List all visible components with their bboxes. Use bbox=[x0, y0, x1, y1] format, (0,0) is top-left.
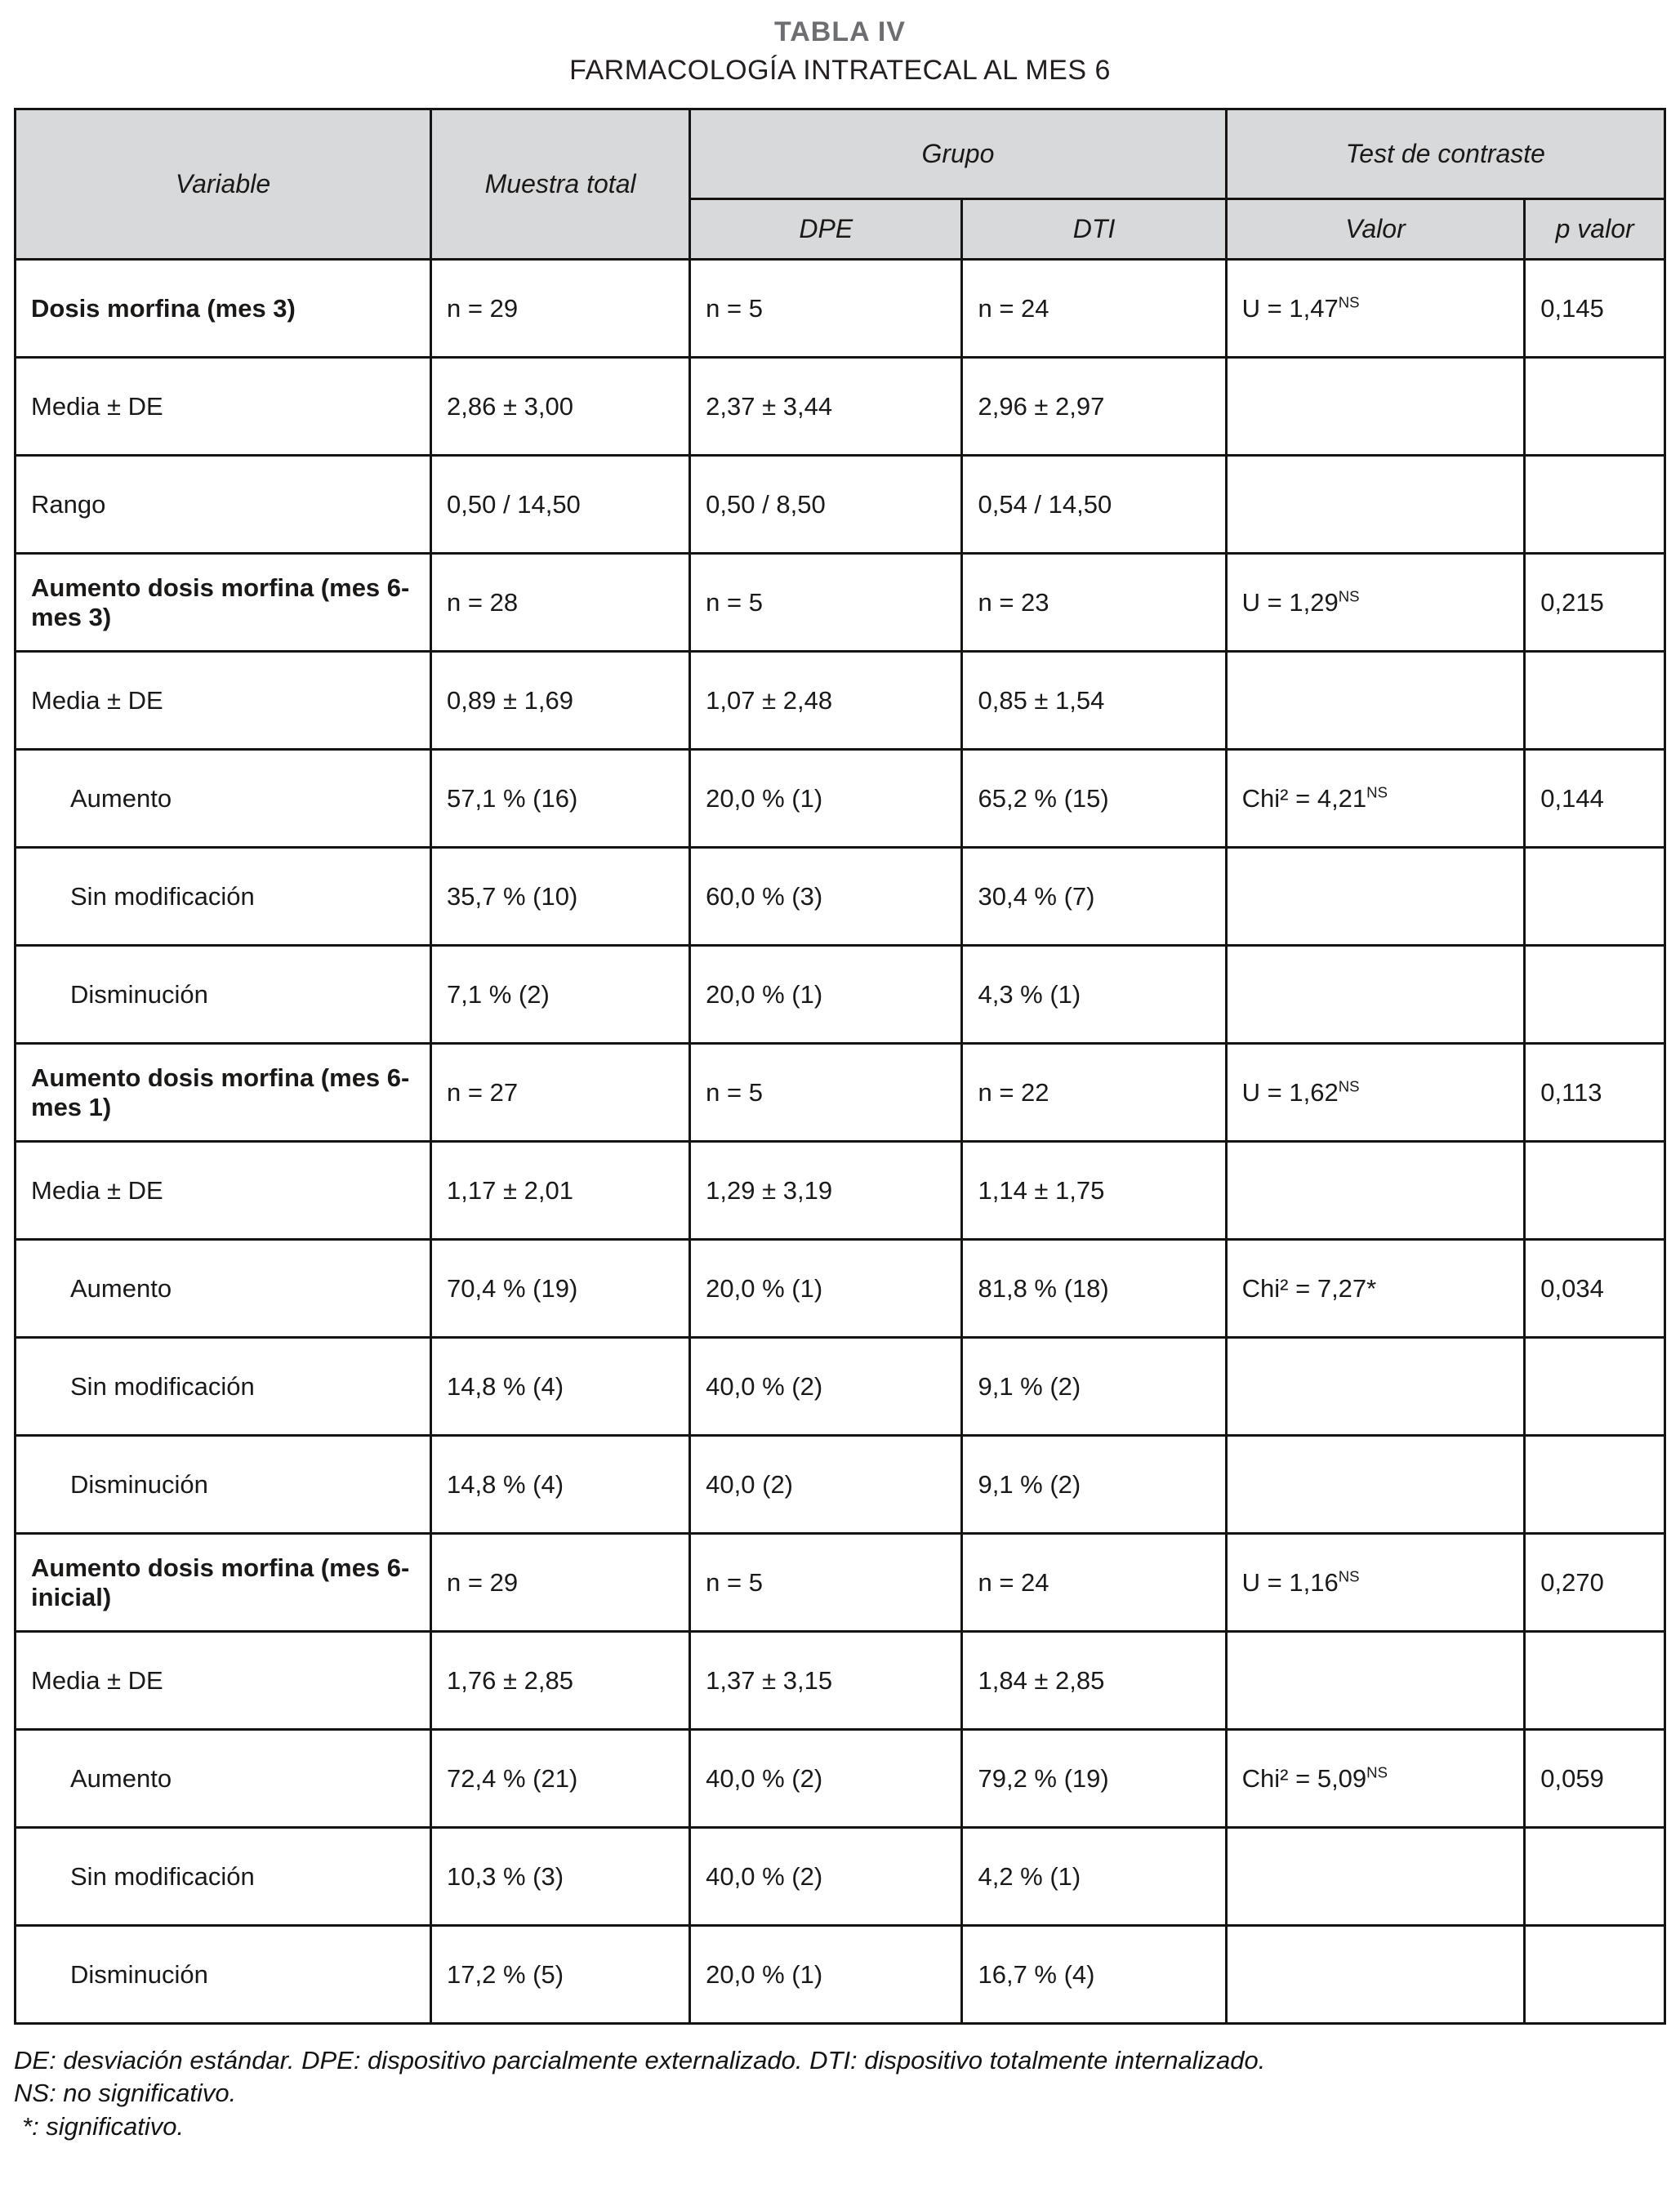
footnote-ns: NS: no significativo. bbox=[14, 2079, 237, 2108]
cell-valor bbox=[1226, 260, 1525, 358]
cell-dpe: 0,50 / 8,50 bbox=[690, 456, 962, 554]
cell-dpe: 1,29 ± 3,19 bbox=[690, 1142, 962, 1240]
cell-valor bbox=[1226, 1926, 1525, 2024]
cell-variable: Aumento dosis morfina (mes 6- mes 1) bbox=[16, 1044, 431, 1142]
cell-dpe: 1,07 ± 2,48 bbox=[690, 652, 962, 750]
table-row bbox=[16, 1044, 1665, 1142]
cell-variable: Rango bbox=[16, 456, 431, 554]
cell-pvalor: 0,113 bbox=[1525, 1044, 1665, 1142]
valor-text: Chi² = 7,27* bbox=[1241, 1273, 1377, 1303]
cell-variable: Disminución bbox=[16, 946, 431, 1044]
valor-text: U = 1,47 bbox=[1241, 293, 1339, 323]
col-header-dpe: DPE bbox=[690, 199, 962, 260]
data-table bbox=[14, 108, 1666, 2025]
cell-variable: Disminución bbox=[16, 1436, 431, 1534]
cell-variable: Media ± DE bbox=[16, 652, 431, 750]
cell-dpe: 1,37 ± 3,15 bbox=[690, 1632, 962, 1730]
cell-muestra: 35,7 % (10) bbox=[431, 848, 690, 946]
cell-dti: n = 24 bbox=[962, 1534, 1226, 1632]
table-row bbox=[16, 1338, 1665, 1436]
footnote-significant: *: significativo. bbox=[22, 2111, 185, 2141]
table-row bbox=[16, 1240, 1665, 1338]
cell-muestra: 14,8 % (4) bbox=[431, 1338, 690, 1436]
valor-superscript: NS bbox=[1338, 587, 1360, 605]
cell-dpe: 20,0 % (1) bbox=[690, 1926, 962, 2024]
cell-dpe: 20,0 % (1) bbox=[690, 750, 962, 848]
cell-valor bbox=[1226, 1240, 1525, 1338]
cell-muestra: 72,4 % (21) bbox=[431, 1730, 690, 1828]
table-row bbox=[16, 946, 1665, 1044]
cell-pvalor bbox=[1525, 456, 1665, 554]
col-header-muestra-total: Muestra total bbox=[431, 109, 690, 260]
cell-dpe: 40,0 % (2) bbox=[690, 1338, 962, 1436]
table-row bbox=[16, 848, 1665, 946]
cell-dpe: 40,0 (2) bbox=[690, 1436, 962, 1534]
cell-valor bbox=[1226, 456, 1525, 554]
header-row-1 bbox=[16, 109, 1665, 199]
valor-text: U = 1,62 bbox=[1241, 1077, 1339, 1107]
cell-dti: 4,3 % (1) bbox=[962, 946, 1226, 1044]
valor-text: U = 1,29 bbox=[1241, 587, 1339, 617]
cell-muestra: n = 29 bbox=[431, 1534, 690, 1632]
cell-dpe: n = 5 bbox=[690, 554, 962, 652]
cell-muestra: 2,86 ± 3,00 bbox=[431, 358, 690, 456]
cell-muestra: 57,1 % (16) bbox=[431, 750, 690, 848]
cell-variable: Aumento dosis morfina (mes 6- inicial) bbox=[16, 1534, 431, 1632]
valor-superscript: NS bbox=[1338, 293, 1360, 311]
cell-dpe: n = 5 bbox=[690, 260, 962, 358]
cell-dti: 1,14 ± 1,75 bbox=[962, 1142, 1226, 1240]
cell-muestra: 14,8 % (4) bbox=[431, 1436, 690, 1534]
cell-dpe: 40,0 % (2) bbox=[690, 1730, 962, 1828]
cell-dpe: 2,37 ± 3,44 bbox=[690, 358, 962, 456]
cell-muestra: 0,89 ± 1,69 bbox=[431, 652, 690, 750]
cell-pvalor bbox=[1525, 652, 1665, 750]
cell-valor bbox=[1226, 1142, 1525, 1240]
cell-pvalor: 0,145 bbox=[1525, 260, 1665, 358]
table-row bbox=[16, 260, 1665, 358]
cell-pvalor bbox=[1525, 848, 1665, 946]
cell-valor bbox=[1226, 554, 1525, 652]
cell-variable: Aumento bbox=[16, 1730, 431, 1828]
cell-dti: 4,2 % (1) bbox=[962, 1828, 1226, 1926]
footnotes bbox=[14, 2044, 1666, 2143]
cell-dti: n = 22 bbox=[962, 1044, 1226, 1142]
cell-pvalor: 0,270 bbox=[1525, 1534, 1665, 1632]
cell-pvalor bbox=[1525, 946, 1665, 1044]
cell-variable: Aumento bbox=[16, 1240, 431, 1338]
cell-muestra: 10,3 % (3) bbox=[431, 1828, 690, 1926]
cell-variable: Aumento bbox=[16, 750, 431, 848]
cell-muestra: 17,2 % (5) bbox=[431, 1926, 690, 2024]
cell-muestra: 0,50 / 14,50 bbox=[431, 456, 690, 554]
table-row bbox=[16, 652, 1665, 750]
cell-dpe: 60,0 % (3) bbox=[690, 848, 962, 946]
cell-dti: 1,84 ± 2,85 bbox=[962, 1632, 1226, 1730]
valor-superscript: NS bbox=[1338, 1077, 1360, 1095]
cell-dti: 79,2 % (19) bbox=[962, 1730, 1226, 1828]
cell-dti: 30,4 % (7) bbox=[962, 848, 1226, 946]
table-row bbox=[16, 1730, 1665, 1828]
table-row bbox=[16, 1632, 1665, 1730]
cell-dti: 81,8 % (18) bbox=[962, 1240, 1226, 1338]
cell-variable: Media ± DE bbox=[16, 358, 431, 456]
valor-text: Chi² = 5,09 bbox=[1241, 1763, 1367, 1793]
col-header-dti: DTI bbox=[962, 199, 1226, 260]
cell-variable: Media ± DE bbox=[16, 1142, 431, 1240]
col-header-valor: Valor bbox=[1226, 199, 1525, 260]
cell-dti: 9,1 % (2) bbox=[962, 1436, 1226, 1534]
cell-pvalor bbox=[1525, 358, 1665, 456]
cell-valor bbox=[1226, 1730, 1525, 1828]
cell-pvalor: 0,059 bbox=[1525, 1730, 1665, 1828]
col-header-variable: Variable bbox=[16, 109, 431, 260]
table-row bbox=[16, 554, 1665, 652]
cell-pvalor bbox=[1525, 1828, 1665, 1926]
cell-dpe: 20,0 % (1) bbox=[690, 1240, 962, 1338]
cell-pvalor: 0,034 bbox=[1525, 1240, 1665, 1338]
cell-muestra: 70,4 % (19) bbox=[431, 1240, 690, 1338]
cell-valor bbox=[1226, 652, 1525, 750]
cell-valor bbox=[1226, 946, 1525, 1044]
cell-dti: 16,7 % (4) bbox=[962, 1926, 1226, 2024]
valor-superscript: NS bbox=[1366, 783, 1388, 801]
valor-superscript: NS bbox=[1366, 1763, 1388, 1781]
cell-valor bbox=[1226, 1436, 1525, 1534]
cell-muestra: n = 29 bbox=[431, 260, 690, 358]
cell-variable: Sin modificación bbox=[16, 1828, 431, 1926]
valor-superscript: NS bbox=[1338, 1567, 1360, 1585]
cell-pvalor bbox=[1525, 1338, 1665, 1436]
page-subtitle: FARMACOLOGÍA INTRATECAL AL MES 6 bbox=[569, 55, 1111, 86]
valor-text: U = 1,16 bbox=[1241, 1567, 1339, 1597]
cell-muestra: 7,1 % (2) bbox=[431, 946, 690, 1044]
cell-valor bbox=[1226, 358, 1525, 456]
cell-valor bbox=[1226, 1338, 1525, 1436]
cell-pvalor: 0,144 bbox=[1525, 750, 1665, 848]
cell-muestra: n = 28 bbox=[431, 554, 690, 652]
cell-dti: n = 24 bbox=[962, 260, 1226, 358]
table-row bbox=[16, 1926, 1665, 2024]
table-row bbox=[16, 358, 1665, 456]
table-row bbox=[16, 750, 1665, 848]
cell-pvalor bbox=[1525, 1926, 1665, 2024]
cell-dti: 0,85 ± 1,54 bbox=[962, 652, 1226, 750]
cell-dti: 0,54 / 14,50 bbox=[962, 456, 1226, 554]
col-header-test-contraste: Test de contraste bbox=[1226, 109, 1664, 199]
cell-muestra: 1,17 ± 2,01 bbox=[431, 1142, 690, 1240]
cell-muestra: n = 27 bbox=[431, 1044, 690, 1142]
table-row bbox=[16, 456, 1665, 554]
cell-variable: Sin modificación bbox=[16, 848, 431, 946]
cell-pvalor: 0,215 bbox=[1525, 554, 1665, 652]
cell-pvalor bbox=[1525, 1436, 1665, 1534]
cell-dpe: 20,0 % (1) bbox=[690, 946, 962, 1044]
cell-pvalor bbox=[1525, 1632, 1665, 1730]
cell-dpe: 40,0 % (2) bbox=[690, 1828, 962, 1926]
col-header-grupo: Grupo bbox=[690, 109, 1226, 199]
cell-valor bbox=[1226, 848, 1525, 946]
cell-variable: Disminución bbox=[16, 1926, 431, 2024]
table-row bbox=[16, 1534, 1665, 1632]
valor-text: Chi² = 4,21 bbox=[1241, 783, 1367, 813]
cell-variable: Sin modificación bbox=[16, 1338, 431, 1436]
footnote-abbreviations: DE: desviación estándar. DPE: dispositivo parcialmente externalizado. DTI: dispositivo totalmente internalizado. bbox=[14, 2046, 1266, 2075]
cell-pvalor bbox=[1525, 1142, 1665, 1240]
cell-dpe: n = 5 bbox=[690, 1044, 962, 1142]
table-row bbox=[16, 1142, 1665, 1240]
cell-variable: Media ± DE bbox=[16, 1632, 431, 1730]
cell-dti: 2,96 ± 2,97 bbox=[962, 358, 1226, 456]
table-row bbox=[16, 1828, 1665, 1926]
cell-dpe: n = 5 bbox=[690, 1534, 962, 1632]
cell-muestra: 1,76 ± 2,85 bbox=[431, 1632, 690, 1730]
cell-dti: n = 23 bbox=[962, 554, 1226, 652]
cell-valor bbox=[1226, 1534, 1525, 1632]
cell-variable: Dosis morfina (mes 3) bbox=[16, 260, 431, 358]
col-header-p-valor: p valor bbox=[1525, 199, 1665, 260]
cell-variable: Aumento dosis morfina (mes 6- mes 3) bbox=[16, 554, 431, 652]
cell-valor bbox=[1226, 1632, 1525, 1730]
cell-dti: 9,1 % (2) bbox=[962, 1338, 1226, 1436]
cell-dti: 65,2 % (15) bbox=[962, 750, 1226, 848]
cell-valor bbox=[1226, 1044, 1525, 1142]
cell-valor bbox=[1226, 750, 1525, 848]
table-row bbox=[16, 1436, 1665, 1534]
cell-valor bbox=[1226, 1828, 1525, 1926]
page-title: TABLA IV bbox=[774, 16, 906, 47]
